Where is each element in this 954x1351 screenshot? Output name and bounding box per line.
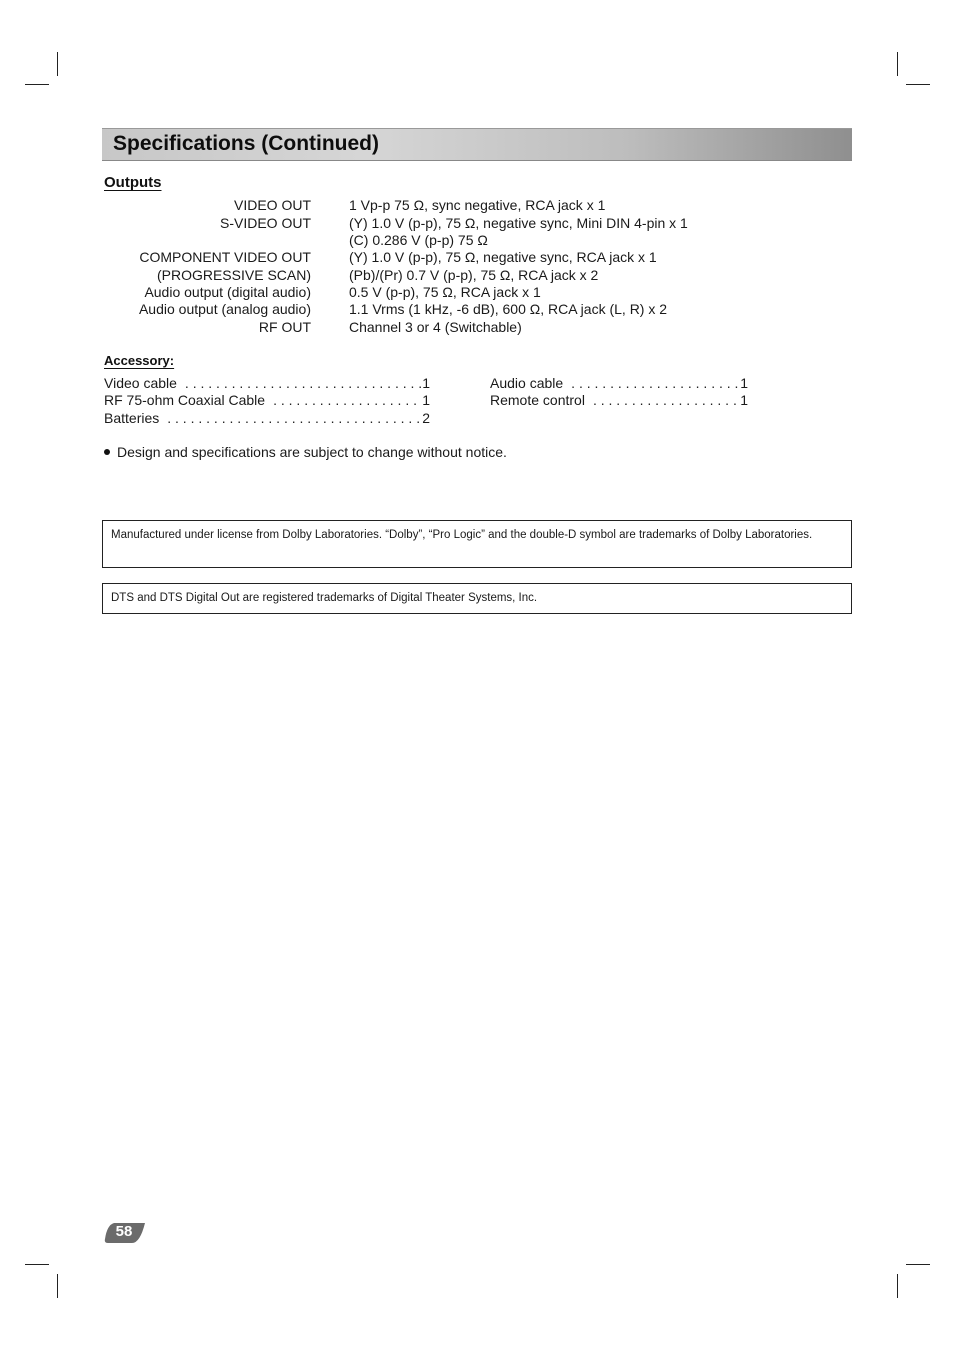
leader-dots	[159, 410, 422, 426]
change-notice	[104, 444, 507, 460]
change-notice-text: Design and specifications are subject to change without notice.	[117, 444, 507, 460]
accessory-qty: 1	[422, 392, 430, 408]
spec-value: Channel 3 or 4 (Switchable)	[349, 319, 522, 335]
spec-label: COMPONENT VIDEO OUT	[139, 249, 311, 265]
spec-row	[0, 215, 954, 232]
crop-mark	[25, 1264, 49, 1265]
dolby-trademark-box	[102, 520, 852, 568]
spec-label: S-VIDEO OUT	[219, 215, 311, 231]
accessory-item	[490, 392, 748, 408]
accessory-name: RF 75-ohm Coaxial Cable	[104, 392, 266, 408]
accessory-qty: 1	[740, 375, 748, 391]
spec-label: Audio output (digital audio)	[144, 284, 311, 300]
accessory-qty: 1	[740, 392, 748, 408]
accessory-name: Batteries	[104, 410, 160, 426]
spec-row	[0, 284, 954, 301]
bullet-icon	[104, 449, 110, 455]
spec-value: (Pb)/(Pr) 0.7 V (p-p), 75 Ω, RCA jack x 2	[349, 267, 599, 283]
accessory-item	[104, 375, 430, 391]
accessory-qty: 2	[422, 410, 430, 426]
accessory-name: Remote control	[490, 392, 585, 408]
accessory-name: Audio cable	[490, 375, 564, 391]
page-number: 58	[115, 1223, 133, 1240]
crop-mark	[897, 1274, 898, 1298]
leader-dots	[265, 392, 422, 408]
dolby-trademark-text: Manufactured under license from Dolby Laboratories. “Dolby”, “Pro Logic” and the double-D symbol are trademarks of Dolby Laboratories.	[111, 529, 813, 541]
spec-value: (Y) 1.0 V (p-p), 75 Ω, negative sync, RCA jack x 1	[349, 249, 657, 265]
spec-value: (C) 0.286 V (p-p) 75 Ω	[349, 232, 488, 248]
crop-mark	[906, 84, 930, 85]
spec-value: (Y) 1.0 V (p-p), 75 Ω, negative sync, Mini DIN 4-pin x 1	[349, 215, 688, 231]
dts-trademark-box	[102, 583, 852, 614]
crop-mark	[57, 52, 58, 76]
crop-mark	[897, 52, 898, 76]
spec-row	[0, 232, 954, 249]
leader-dots	[563, 375, 740, 391]
section-title-bar	[102, 128, 852, 161]
spec-label: Audio output (analog audio)	[138, 301, 311, 317]
spec-value: 1.1 Vrms (1 kHz, -6 dB), 600 Ω, RCA jack (L, R) x 2	[349, 301, 668, 317]
accessory-item	[104, 410, 430, 426]
leader-dots	[585, 392, 740, 408]
spec-value: 0.5 V (p-p), 75 Ω, RCA jack x 1	[349, 284, 541, 300]
spec-row	[0, 249, 954, 266]
accessory-item	[104, 392, 430, 408]
spec-label: RF OUT	[258, 319, 311, 335]
crop-mark	[57, 1274, 58, 1298]
accessory-item	[490, 375, 748, 391]
spec-row	[0, 319, 954, 336]
accessory-name: Video cable	[104, 375, 177, 391]
page-number-badge	[104, 1222, 146, 1244]
outputs-heading: Outputs	[104, 174, 162, 191]
crop-mark	[25, 84, 49, 85]
page-title: Specifications (Continued)	[113, 132, 380, 155]
spec-value: 1 Vp-p 75 Ω, sync negative, RCA jack x 1	[349, 197, 606, 213]
spec-label: VIDEO OUT	[233, 197, 311, 213]
crop-mark	[906, 1264, 930, 1265]
spec-row	[0, 267, 954, 284]
accessory-heading: Accessory:	[104, 353, 175, 368]
spec-row	[0, 301, 954, 318]
spec-row	[0, 197, 954, 214]
leader-dots	[177, 375, 422, 391]
dts-trademark-text: DTS and DTS Digital Out are registered trademarks of Digital Theater Systems, Inc.	[111, 592, 538, 604]
spec-label: (PROGRESSIVE SCAN)	[156, 267, 311, 283]
accessory-qty: 1	[422, 375, 430, 391]
